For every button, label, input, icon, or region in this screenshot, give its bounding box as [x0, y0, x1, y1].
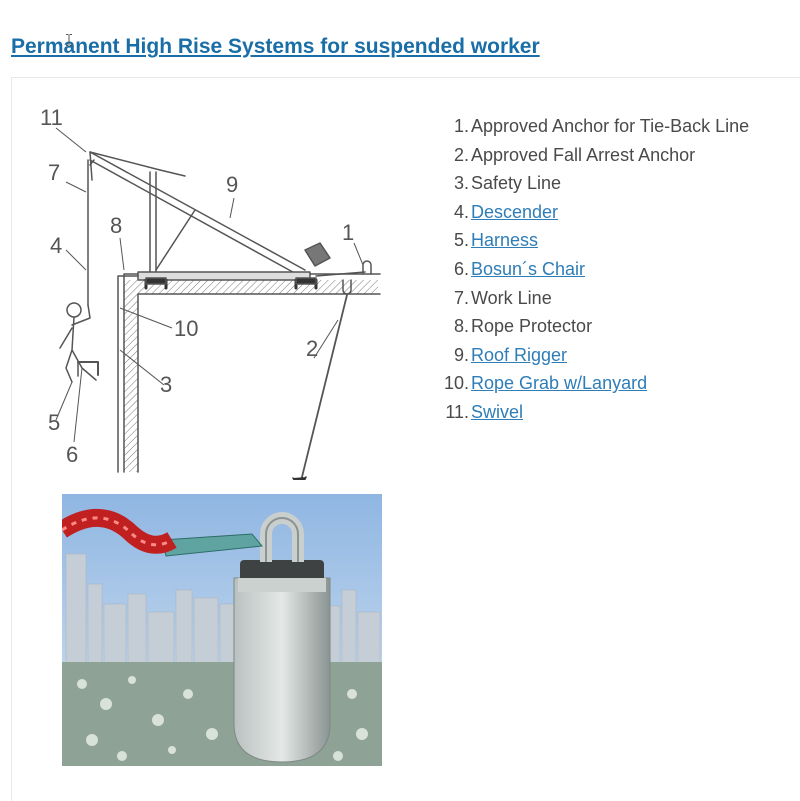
callout-2: 2: [306, 336, 319, 361]
legend-item-7: [436, 284, 749, 313]
legend-item-8: [436, 312, 749, 341]
legend-item-4: [436, 198, 749, 227]
legend-label: Work Line: [471, 287, 552, 308]
legend-item-1: [436, 112, 749, 141]
callout-8: 8: [110, 213, 123, 238]
rope-grab-link[interactable]: Rope Grab w/Lanyard: [471, 373, 648, 394]
swivel-link[interactable]: Swivel: [471, 401, 524, 422]
callout-7: 7: [48, 160, 61, 185]
callout-6: 6: [66, 442, 79, 467]
callout-1: 1: [342, 220, 355, 245]
legend-number: 11.: [445, 401, 469, 422]
legend-number: 2.: [453, 144, 469, 165]
callout-9: 9: [226, 172, 239, 197]
bosuns-chair-link[interactable]: Bosun´s Chair: [471, 258, 586, 279]
callout-4: 4: [50, 233, 63, 258]
legend-number: 9.: [453, 344, 469, 365]
legend-number: 7.: [453, 287, 469, 308]
legend-label: Approved Anchor for Tie-Back Line: [471, 116, 750, 136]
callout-11: 11: [40, 105, 63, 130]
legend-number: 6.: [453, 258, 469, 279]
page-title[interactable]: Permanent High Rise Systems for suspended worker: [11, 35, 540, 58]
anchor-photo-image: [62, 494, 382, 766]
legend-item-2: [436, 141, 749, 170]
legend-number: 1.: [453, 116, 469, 136]
legend-label: Approved Fall Arrest Anchor: [471, 144, 696, 165]
legend-item-10: [436, 369, 749, 398]
legend-number: 3.: [453, 173, 469, 194]
legend-label: Rope Protector: [471, 316, 593, 337]
callout-3: 3: [160, 372, 173, 397]
component-legend: [436, 112, 749, 427]
legend-item-3: [436, 169, 749, 198]
legend-number: 8.: [453, 316, 469, 337]
system-diagram: [20, 100, 420, 480]
legend-item-5: [436, 226, 749, 255]
legend-number: 10.: [443, 373, 469, 394]
legend-item-6: [436, 255, 749, 284]
legend-label: Safety Line: [471, 173, 562, 194]
legend-number: 5.: [453, 230, 469, 251]
callout-5: 5: [48, 410, 61, 435]
descender-link[interactable]: Descender: [471, 201, 559, 222]
callout-10: 10: [174, 316, 199, 341]
harness-link[interactable]: Harness: [471, 230, 539, 251]
text-cursor-icon: [66, 34, 72, 46]
legend-item-11: [436, 398, 749, 427]
legend-number: 4.: [453, 201, 469, 222]
legend-item-9: [436, 341, 749, 370]
roof-rigger-link[interactable]: Roof Rigger: [471, 344, 568, 365]
